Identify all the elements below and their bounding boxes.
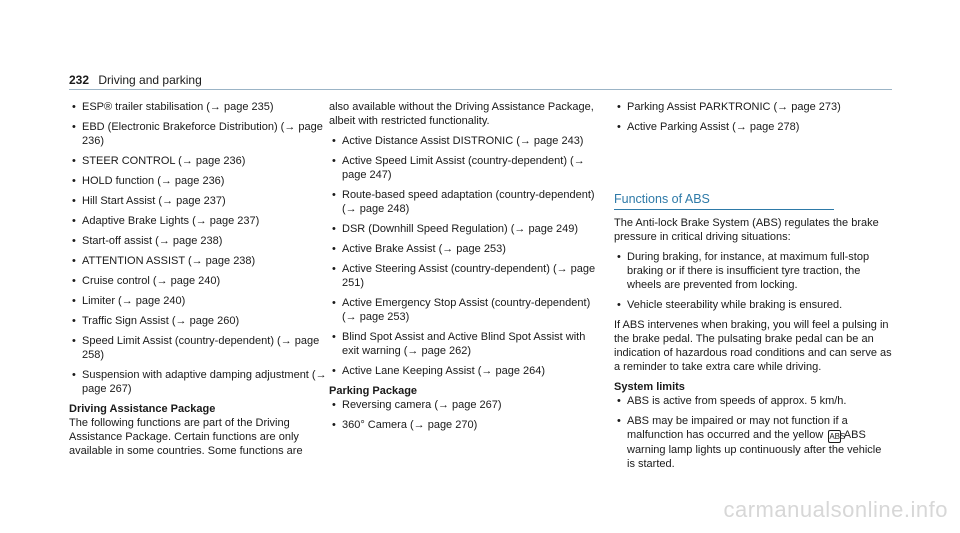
list-item: • Reversing camera (→ page 267) [329, 398, 597, 412]
list-item: • Active Lane Keeping Assist (→ page 264) [329, 364, 597, 378]
list-item: • During braking, for instance, at maximum full-stop braking or if there is insufficient tyre traction, the wheels are prevented from locking. [614, 250, 892, 292]
list-item: • EBD (Electronic Brakeforce Distribution) (→ page 236) [69, 120, 327, 148]
list-item: • Adaptive Brake Lights (→ page 237) [69, 214, 327, 228]
column-2 [329, 100, 597, 438]
header-rule [69, 89, 892, 90]
column-1 [69, 100, 327, 464]
list-item: • HOLD function (→ page 236) [69, 174, 327, 188]
parking-functions-list [614, 100, 892, 134]
list-item: • Cruise control (→ page 240) [69, 274, 327, 288]
list-item: • Active Steering Assist (country-dependent) (→ page 251) [329, 262, 597, 290]
page-number: 232 [69, 73, 90, 87]
list-item: • ESP® trailer stabilisation (→ page 235) [69, 100, 327, 114]
abs-list [614, 250, 892, 312]
list-item: • Route-based speed adaptation (country-dependent) (→ page 248) [329, 188, 597, 216]
list-item: • Active Brake Assist (→ page 253) [329, 242, 597, 256]
parking-package-heading: Parking Package [329, 385, 418, 397]
system-limits-heading: System limits [614, 381, 685, 393]
list-item: • STEER CONTROL (→ page 236) [69, 154, 327, 168]
parking-list [329, 398, 597, 432]
system-limits-list [614, 394, 892, 471]
abs-paragraph: If ABS intervenes when braking, you will feel a pulsing in the brake pedal. The pulsating brake pedal can be an indication of hazardous road conditions and can serve as a reminder to take extra care while driving. [614, 319, 892, 373]
list-item: • ABS is active from speeds of approx. 5 km/h. [614, 394, 892, 408]
list-item: • Active Parking Assist (→ page 278) [614, 120, 892, 134]
list-item: • Parking Assist PARKTRONIC (→ page 273) [614, 100, 892, 114]
list-item: • Speed Limit Assist (country-dependent) (→ page 258) [69, 334, 327, 362]
list-item: • Hill Start Assist (→ page 237) [69, 194, 327, 208]
column-3 [614, 100, 892, 477]
list-item: • Vehicle steerability while braking is ensured. [614, 298, 892, 312]
list-item: • Active Emergency Stop Assist (country-dependent) (→ page 253) [329, 296, 597, 324]
driving-assistance-text: The following functions are part of the Driving Assistance Package. Certain functions are only available in some countries. Some functions are [69, 417, 303, 457]
section-title: Driving and parking [98, 73, 202, 87]
list-item: • ATTENTION ASSIST (→ page 238) [69, 254, 327, 268]
abs-section-title: Functions of ABS [614, 192, 834, 210]
limit-text-part1: ABS may be impaired or may not function if a malfunction has occurred and the yellow [627, 415, 848, 441]
list-item: • Limiter (→ page 240) [69, 294, 327, 308]
function-list [69, 100, 327, 396]
list-item: • Traffic Sign Assist (→ page 260) [69, 314, 327, 328]
limit-text-part2: ABS warning lamp lights up continuously after the vehicle is started. [627, 429, 882, 470]
list-item [614, 414, 892, 471]
list-item: • 360° Camera (→ page 270) [329, 418, 597, 432]
continuation-text: also available without the Driving Assistance Package, albeit with restricted functionality. [329, 101, 594, 127]
list-item: • Active Distance Assist DISTRONIC (→ page 243) [329, 134, 597, 148]
abs-warning-lamp-icon: ABS [829, 432, 846, 441]
driving-assistance-heading: Driving Assistance Package [69, 403, 216, 415]
list-item: • Start-off assist (→ page 238) [69, 234, 327, 248]
list-item: • DSR (Downhill Speed Regulation) (→ page 249) [329, 222, 597, 236]
abs-intro: The Anti-lock Brake System (ABS) regulates the brake pressure in critical driving situations: [614, 217, 879, 243]
list-item: • Suspension with adaptive damping adjustment (→ page 267) [69, 368, 327, 396]
list-item: • Blind Spot Assist and Active Blind Spot Assist with exit warning (→ page 262) [329, 330, 597, 358]
page-header [69, 73, 202, 87]
list-item: • Active Speed Limit Assist (country-dependent) (→ page 247) [329, 154, 597, 182]
watermark: carmanualsonline.info [723, 497, 948, 522]
assistance-list [329, 134, 597, 378]
